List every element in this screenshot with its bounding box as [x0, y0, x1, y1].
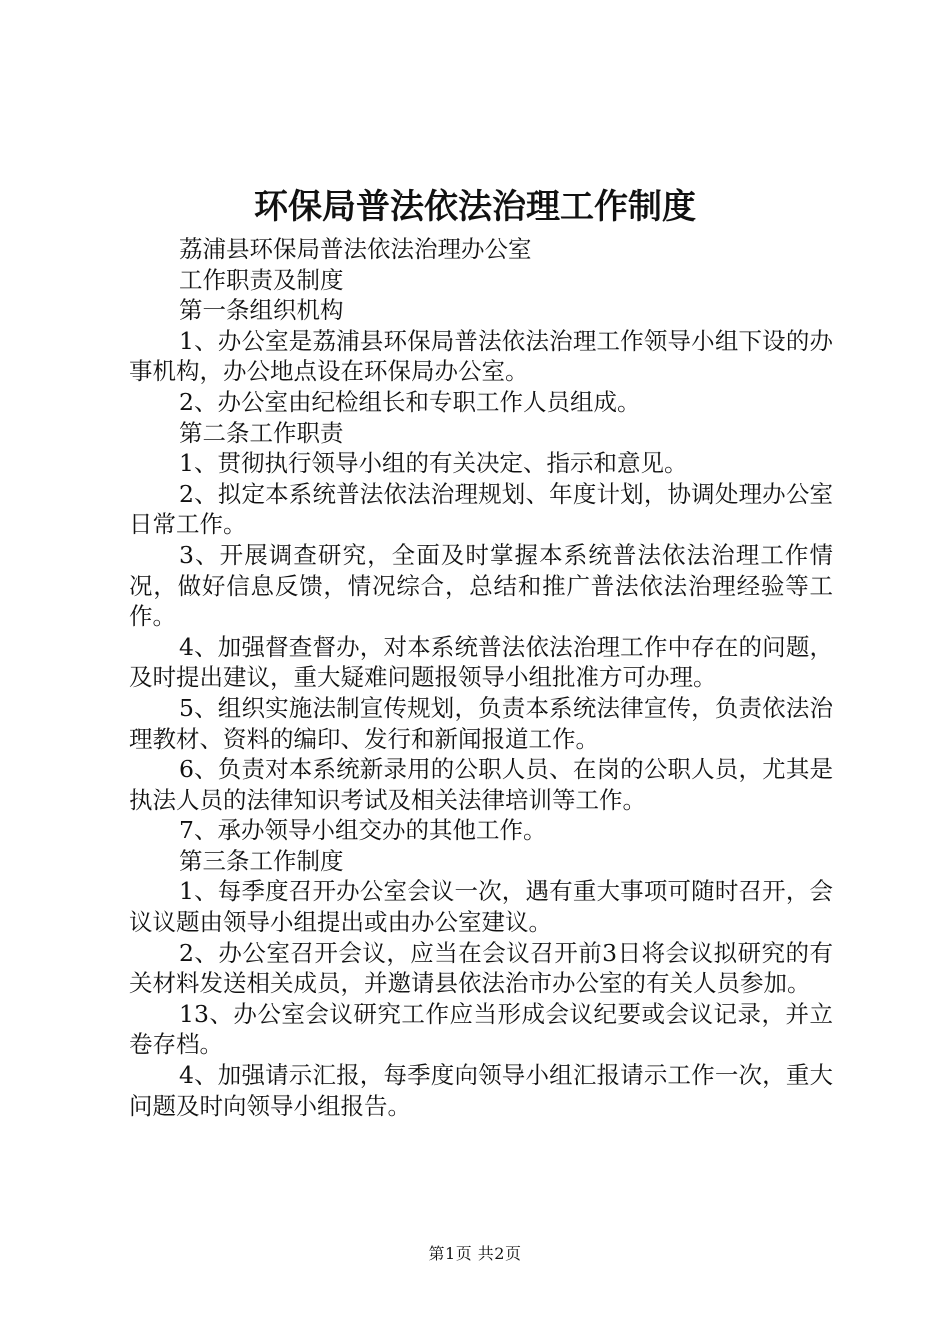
paragraph-office-name: 荔浦县环保局普法依法治理办公室: [179, 235, 532, 263]
paragraph: 1、贯彻执行领导小组的有关决定、指示和意见。: [179, 449, 688, 478]
paragraph-subtitle: 工作职责及制度: [179, 265, 344, 294]
section-heading-2: 第二条工作职责: [179, 418, 344, 447]
paragraph: 5、组织实施法制宣传规划，负责本系统法律宣传，负责依法治理教材、资料的编印、发行和新闻报道工作。: [129, 693, 833, 753]
section-heading-3: 第三条工作制度: [179, 846, 344, 875]
page-number-footer: 第1页 共2页: [428, 1244, 522, 1263]
paragraph: 2、办公室召开会议，应当在会议召开前3日将会议拟研究的有关材料发送相关成员，并邀请县依法治市办公室的有关人员参加。: [129, 938, 833, 998]
document-body: [129, 234, 833, 1121]
paragraph: 3、开展调查研究，全面及时掌握本系统普法依法治理工作情况，做好信息反馈，情况综合，总结和推广普法依法治理经验等工作。: [129, 540, 833, 631]
paragraph: 2、拟定本系统普法依法治理规划、年度计划，协调处理办公室日常工作。: [129, 479, 833, 539]
paragraph: 2、办公室由纪检组长和专职工作人员组成。: [179, 387, 641, 416]
section-heading-1: 第一条组织机构: [179, 296, 344, 325]
paragraph: 13、办公室会议研究工作应当形成会议纪要或会议记录，并立卷存档。: [129, 999, 833, 1059]
document-title: 环保局普法依法治理工作制度: [254, 187, 696, 227]
paragraph: 1、办公室是荔浦县环保局普法依法治理工作领导小组下设的办事机构，办公地点设在环保局办公室。: [129, 326, 833, 386]
paragraph: 4、加强请示汇报，每季度向领导小组汇报请示工作一次，重大问题及时向领导小组报告。: [129, 1061, 833, 1120]
paragraph: 7、承办领导小组交办的其他工作。: [179, 816, 547, 845]
paragraph: 4、加强督查督办，对本系统普法依法治理工作中存在的问题，及时提出建议，重大疑难问题报领导小组批准方可办理。: [129, 632, 833, 692]
paragraph: 6、负责对本系统新录用的公职人员、在岗的公职人员，尤其是执法人员的法律知识考试及相关法律培训等工作。: [129, 755, 833, 814]
paragraph: 1、每季度召开办公室会议一次，遇有重大事项可随时召开，会议议题由领导小组提出或由办公室建议。: [129, 877, 833, 937]
